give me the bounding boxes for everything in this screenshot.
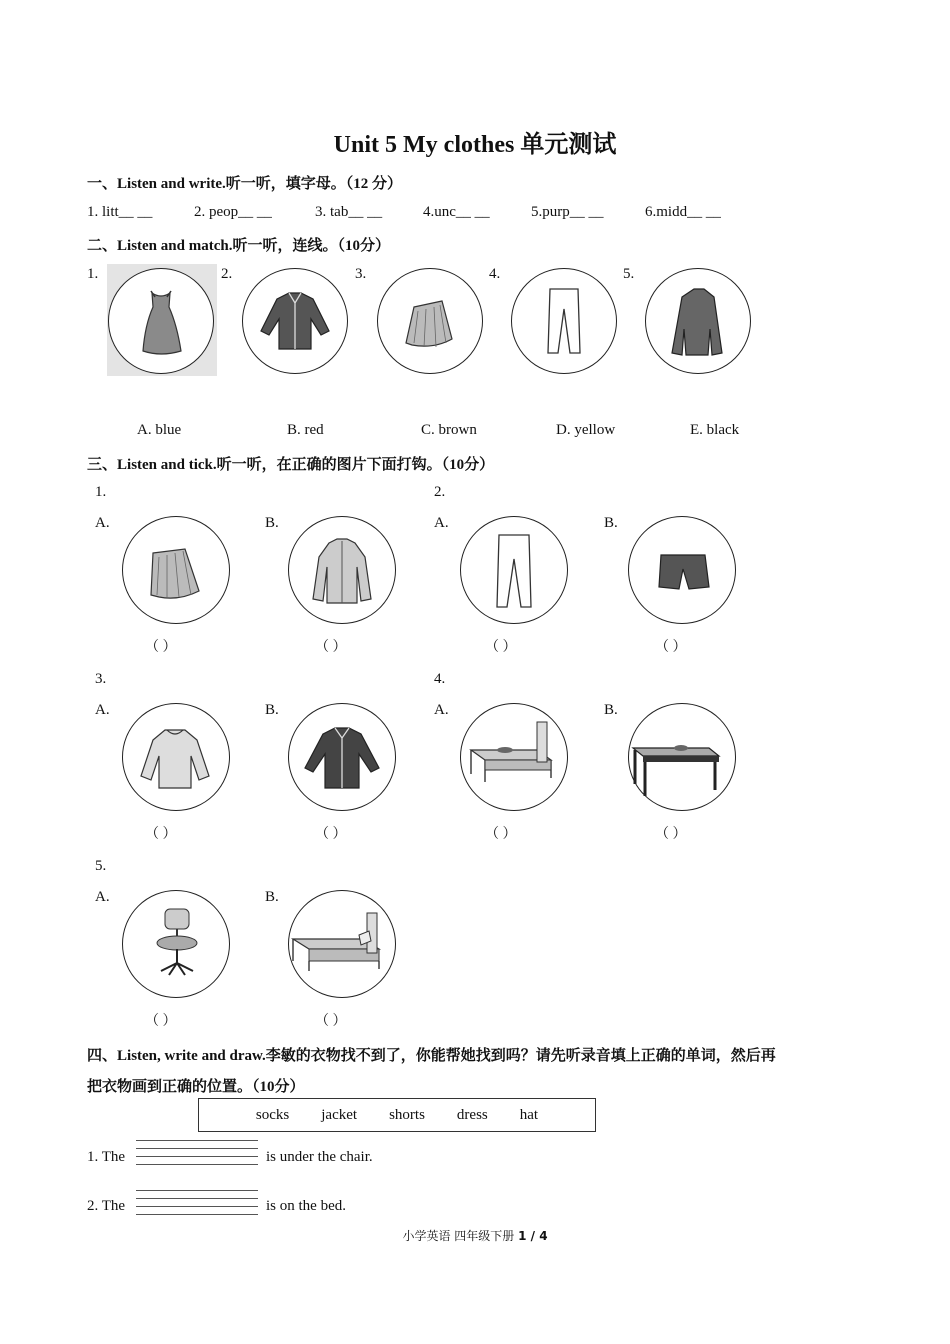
s3-q3-b-circle: [288, 703, 396, 811]
chair-icon: [123, 891, 229, 997]
s2-circle-5: [645, 268, 751, 374]
section4-cn: 李敏的衣物找不到了，你能帮她找到吗？请先听录音填上正确的单词，然后再: [265, 1048, 776, 1064]
s1-item-3: 3. tab__ __: [315, 204, 383, 220]
section3-num: 三、: [87, 457, 118, 473]
s3-q4-a-paren: （ ）: [485, 827, 517, 842]
s4-sentence2-suffix: is on the bed.: [266, 1198, 346, 1214]
s4-sentence1-suffix: is under the chair.: [266, 1149, 373, 1165]
jacket-icon: [289, 704, 395, 810]
section2-heading: [87, 234, 390, 255]
s2-circle-3: [377, 268, 483, 374]
s1-item-4: 4.unc__ __: [423, 204, 490, 220]
word-shorts: shorts: [389, 1106, 425, 1123]
s3-q4-b-circle: [628, 703, 736, 811]
jacket-icon: [243, 269, 347, 373]
s3-q2-a-circle: [460, 516, 568, 624]
s3-q1-b-circle: [288, 516, 396, 624]
s2-circle-1: [108, 268, 214, 374]
s1-item-5: 5.purp__ __: [531, 204, 604, 220]
s3-q1-a-circle: [122, 516, 230, 624]
s3-q2-a-label: A.: [434, 515, 449, 531]
s3-q4-num: 4.: [434, 671, 446, 687]
section4-num: 四、: [87, 1048, 118, 1064]
section4-heading-line1: [87, 1044, 877, 1065]
s3-q1-b-label: B.: [265, 515, 279, 531]
section1-heading: [87, 172, 402, 193]
s1-item-1: 1. litt__ __: [87, 204, 153, 220]
section4-heading-line2: 把衣物画到正确的位置。（10分）: [87, 1079, 305, 1095]
s3-q2-b-circle: [628, 516, 736, 624]
s3-q3-b-paren: （ ）: [315, 827, 347, 842]
page-footer: [0, 1227, 950, 1244]
s3-q4-b-label: B.: [604, 702, 618, 718]
s3-q3-b-label: B.: [265, 702, 279, 718]
bed-icon: [289, 891, 395, 997]
s2-option-d: D. yellow: [556, 422, 616, 438]
section1-en: Listen and write.: [117, 176, 226, 192]
s4-sentence2-blank[interactable]: [136, 1190, 258, 1222]
s3-q3-a-paren: （ ）: [145, 827, 177, 842]
section2-cn: 听一听，连线。（10分）: [232, 238, 390, 254]
s2-circle-4: [511, 268, 617, 374]
dress-icon: [109, 269, 213, 373]
coat-icon: [646, 269, 750, 373]
bed-icon: [461, 704, 567, 810]
s2-circle-2: [242, 268, 348, 374]
s3-q4-a-circle: [460, 703, 568, 811]
s3-q5-a-circle: [122, 890, 230, 998]
s4-sentence1-blank[interactable]: [136, 1140, 258, 1172]
s3-q2-num: 2.: [434, 484, 446, 500]
s3-q2-b-label: B.: [604, 515, 618, 531]
s3-q5-b-circle: [288, 890, 396, 998]
section3-cn: 听一听，在正确的图片下面打钩。（10分）: [216, 457, 495, 473]
s3-q2-b-paren: （ ）: [655, 640, 687, 655]
sweater-icon: [123, 704, 229, 810]
footer-text: 小学英语 四年级下册: [402, 1229, 515, 1243]
s3-q1-a-paren: （ ）: [145, 640, 177, 655]
s3-q3-num: 3.: [95, 671, 107, 687]
s3-q5-b-label: B.: [265, 889, 279, 905]
word-socks: socks: [255, 1106, 290, 1123]
s3-q2-a-paren: （ ）: [485, 640, 517, 655]
s3-q5-a-paren: （ ）: [145, 1014, 177, 1029]
section1-num: 一、: [87, 176, 118, 192]
skirt-icon: [123, 517, 229, 623]
s4-sentence2-prefix: 2. The: [87, 1198, 126, 1214]
s3-q1-a-label: A.: [95, 515, 110, 531]
s2-option-b: B. red: [287, 422, 324, 438]
s3-q5-a-label: A.: [95, 889, 110, 905]
s2-num-5: 5.: [623, 266, 635, 282]
s2-num-3: 3.: [355, 266, 367, 282]
s1-item-6: 6.midd__ __: [645, 204, 721, 220]
s3-q3-a-label: A.: [95, 702, 110, 718]
s3-q3-a-circle: [122, 703, 230, 811]
section2-en: Listen and match.: [117, 238, 233, 254]
s3-q1-b-paren: （ ）: [315, 640, 347, 655]
skirt-icon: [378, 269, 482, 373]
s3-q5-num: 5.: [95, 858, 107, 874]
s3-q1-num: 1.: [95, 484, 107, 500]
table-icon: [629, 704, 735, 810]
s3-q4-b-paren: （ ）: [655, 827, 687, 842]
shorts-icon: [629, 517, 735, 623]
section4-en: Listen, write and draw.: [117, 1048, 266, 1064]
s2-num-1: 1.: [87, 266, 99, 282]
section3-heading: [87, 453, 494, 474]
s2-option-c: C. brown: [421, 422, 477, 438]
s2-option-e: E. black: [690, 422, 740, 438]
s3-q4-a-label: A.: [434, 702, 449, 718]
word-dress: dress: [456, 1106, 488, 1123]
pants-icon: [512, 269, 616, 373]
s2-num-4: 4.: [489, 266, 501, 282]
s3-q5-b-paren: （ ）: [315, 1014, 347, 1029]
section2-num: 二、: [87, 238, 118, 254]
section1-cn: 听一听，填字母。（12 分）: [225, 176, 403, 192]
shirt-icon: [289, 517, 395, 623]
word-bank: [198, 1098, 596, 1132]
word-hat: hat: [519, 1106, 539, 1123]
s2-option-a: A. blue: [137, 422, 182, 438]
section3-en: Listen and tick.: [117, 457, 217, 473]
pants-icon: [461, 517, 567, 623]
word-jacket: jacket: [321, 1106, 358, 1123]
s2-num-2: 2.: [221, 266, 233, 282]
page-number: 1 / 4: [518, 1229, 548, 1243]
page-title: Unit 5 My clothes 单元测试: [333, 132, 617, 158]
s4-sentence1-prefix: 1. The: [87, 1149, 126, 1165]
s1-item-2: 2. peop__ __: [194, 204, 272, 220]
